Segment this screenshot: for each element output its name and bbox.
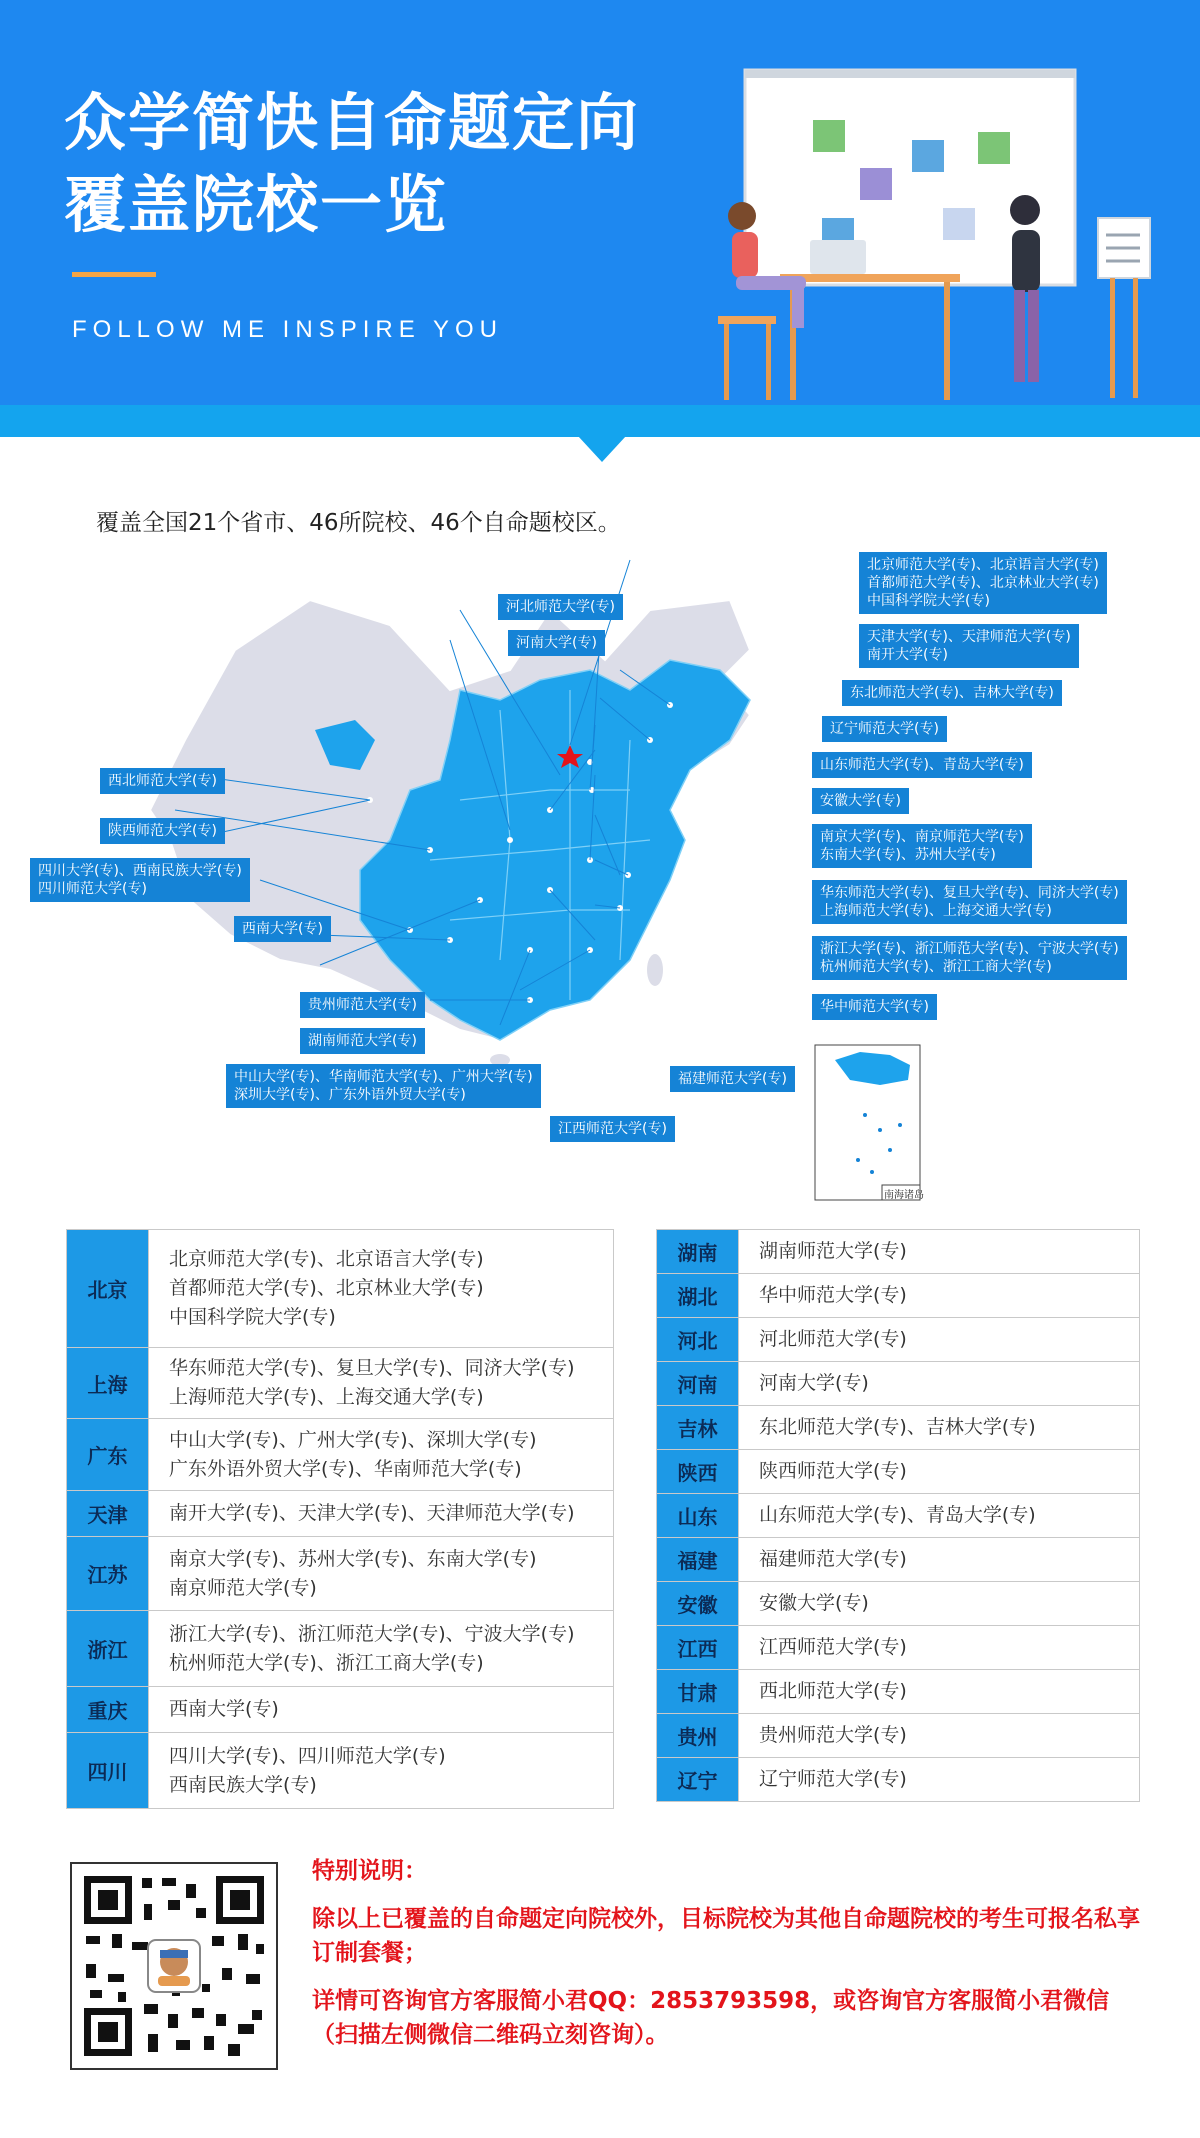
universities-cell: 南开大学(专)、天津大学(专)、天津师范大学(专) [149,1491,614,1537]
table-row [67,1419,614,1491]
title-line-1: 众学简快自命题定向 [64,86,641,159]
universities-cell: 东北师范大学(专)、吉林大学(专) [739,1406,1140,1450]
map-label-shandong: 山东师范大学(专)、青岛大学(专) [812,752,1032,778]
province-cell: 上海 [67,1348,149,1419]
map-label-jiangsu: 南京大学(专)、南京师范大学(专) 东南大学(专)、苏州大学(专) [812,824,1032,868]
province-cell: 辽宁 [657,1758,739,1802]
map-label-fujian: 福建师范大学(专) [670,1066,795,1092]
province-cell: 河南 [657,1362,739,1406]
province-cell: 湖北 [657,1274,739,1318]
map-label-hebei: 河北师范大学(专) [498,594,623,620]
universities-cell: 陕西师范大学(专) [739,1450,1140,1494]
table-row [657,1582,1140,1626]
map-label-hunan: 湖南师范大学(专) [300,1028,425,1054]
map-label-shanghai: 华东师范大学(专)、复旦大学(专)、同济大学(专) 上海师范大学(专)、上海交通大学(专) [812,880,1127,924]
province-cell: 湖南 [657,1230,739,1274]
header-banner [0,0,1200,405]
table-row [657,1362,1140,1406]
universities-cell: 江西师范大学(专) [739,1626,1140,1670]
universities-cell: 辽宁师范大学(专) [739,1758,1140,1802]
wechat-qr-code [70,1862,278,2070]
map-label-tianjin: 天津大学(专)、天津师范大学(专) 南开大学(专) [859,624,1079,668]
table-row [67,1230,614,1348]
province-cell: 重庆 [67,1687,149,1733]
page-subtitle: FOLLOW ME INSPIRE YOU [72,316,503,343]
map-label-chongqing: 西南大学(专) [234,916,331,942]
coverage-table-left [66,1229,614,1809]
universities-cell: 华中师范大学(专) [739,1274,1140,1318]
whiteboard-illustration [700,60,1160,405]
map-label-jilin: 东北师范大学(专)、吉林大学(专) [842,680,1062,706]
table-row [657,1670,1140,1714]
universities-cell: 浙江大学(专)、浙江师范大学(专)、宁波大学(专) 杭州师范大学(专)、浙江工商大学(专) [149,1611,614,1687]
map-label-beijing: 北京师范大学(专)、北京语言大学(专) 首都师范大学(专)、北京林业大学(专) 中国科学院大学(专) [859,552,1107,614]
universities-cell: 西南大学(专) [149,1687,614,1733]
table-row [67,1611,614,1687]
table-row [67,1687,614,1733]
province-cell: 浙江 [67,1611,149,1687]
map-label-sichuan: 四川大学(专)、西南民族大学(专) 四川师范大学(专) [30,858,250,902]
china-map [30,540,1170,1210]
table-row [657,1714,1140,1758]
province-cell: 山东 [657,1494,739,1538]
universities-cell: 山东师范大学(专)、青岛大学(专) [739,1494,1140,1538]
province-cell: 江苏 [67,1537,149,1611]
universities-cell: 中山大学(专)、广州大学(专)、深圳大学(专) 广东外语外贸大学(专)、华南师范大学(专) [149,1419,614,1491]
table-row [67,1348,614,1419]
province-cell: 甘肃 [657,1670,739,1714]
province-cell: 河北 [657,1318,739,1362]
universities-cell: 贵州师范大学(专) [739,1714,1140,1758]
map-label-hubei: 华中师范大学(专) [812,994,937,1020]
table-row [657,1538,1140,1582]
coverage-table-right [656,1229,1140,1802]
universities-cell: 安徽大学(专) [739,1582,1140,1626]
table-row [657,1758,1140,1802]
qr-code-graphic [72,1864,276,2068]
page-title [64,82,640,246]
header-band [0,405,1200,437]
universities-cell: 河南大学(专) [739,1362,1140,1406]
map-label-jiangxi: 江西师范大学(专) [550,1116,675,1142]
universities-cell: 西北师范大学(专) [739,1670,1140,1714]
table-row [657,1406,1140,1450]
universities-cell: 华东师范大学(专)、复旦大学(专)、同济大学(专) 上海师范大学(专)、上海交通大学(专) [149,1348,614,1419]
province-cell: 福建 [657,1538,739,1582]
table-row [657,1274,1140,1318]
table-row [657,1318,1140,1362]
map-label-anhui: 安徽大学(专) [812,788,909,814]
table-row [67,1491,614,1537]
universities-cell: 河北师范大学(专) [739,1318,1140,1362]
note-line-1: 除以上已覆盖的自命题定向院校外，目标院校为其他自命题院校的考生可报名私享订制套餐； [312,1906,1140,1966]
table-row [657,1626,1140,1670]
map-label-henan: 河南大学(专) [508,630,605,656]
map-label-guangdong: 中山大学(专)、华南师范大学(专)、广州大学(专) 深圳大学(专)、广东外语外贸大学(专) [226,1064,541,1108]
header-notch [578,436,626,462]
note-heading: 特别说明： [312,1858,427,1884]
title-underline [72,272,156,277]
note-line-2: 详情可咨询官方客服简小君QQ：2853793598，或咨询官方客服简小君微信（扫描左侧微信二维码立刻咨询）。 [312,1988,1110,2048]
title-line-2: 覆盖院校一览 [64,168,449,241]
universities-cell: 南京大学(专)、苏州大学(专)、东南大学(专) 南京师范大学(专) [149,1537,614,1611]
table-row [67,1537,614,1611]
province-cell: 四川 [67,1733,149,1809]
table-row [67,1733,614,1809]
map-inset-label: 南海诸岛 [884,1190,924,1201]
universities-cell: 湖南师范大学(专) [739,1230,1140,1274]
map-label-gansu: 西北师范大学(专) [100,768,225,794]
province-cell: 贵州 [657,1714,739,1758]
map-label-guizhou: 贵州师范大学(专) [300,992,425,1018]
coverage-summary: 覆盖全国21个省市、46所院校、46个自命题校区。 [96,510,621,536]
map-label-zhejiang: 浙江大学(专)、浙江师范大学(专)、宁波大学(专) 杭州师范大学(专)、浙江工商大学(专) [812,936,1127,980]
province-cell: 江西 [657,1626,739,1670]
province-cell: 天津 [67,1491,149,1537]
province-cell: 吉林 [657,1406,739,1450]
map-label-liaoning: 辽宁师范大学(专) [822,716,947,742]
map-label-shaanxi: 陕西师范大学(专) [100,818,225,844]
universities-cell: 福建师范大学(专) [739,1538,1140,1582]
province-cell: 北京 [67,1230,149,1348]
table-row [657,1450,1140,1494]
universities-cell: 北京师范大学(专)、北京语言大学(专) 首都师范大学(专)、北京林业大学(专) 中国科学院大学(专) [149,1230,614,1348]
table-row [657,1230,1140,1274]
province-cell: 安徽 [657,1582,739,1626]
universities-cell: 四川大学(专)、四川师范大学(专) 西南民族大学(专) [149,1733,614,1809]
province-cell: 广东 [67,1419,149,1491]
table-row [657,1494,1140,1538]
province-cell: 陕西 [657,1450,739,1494]
